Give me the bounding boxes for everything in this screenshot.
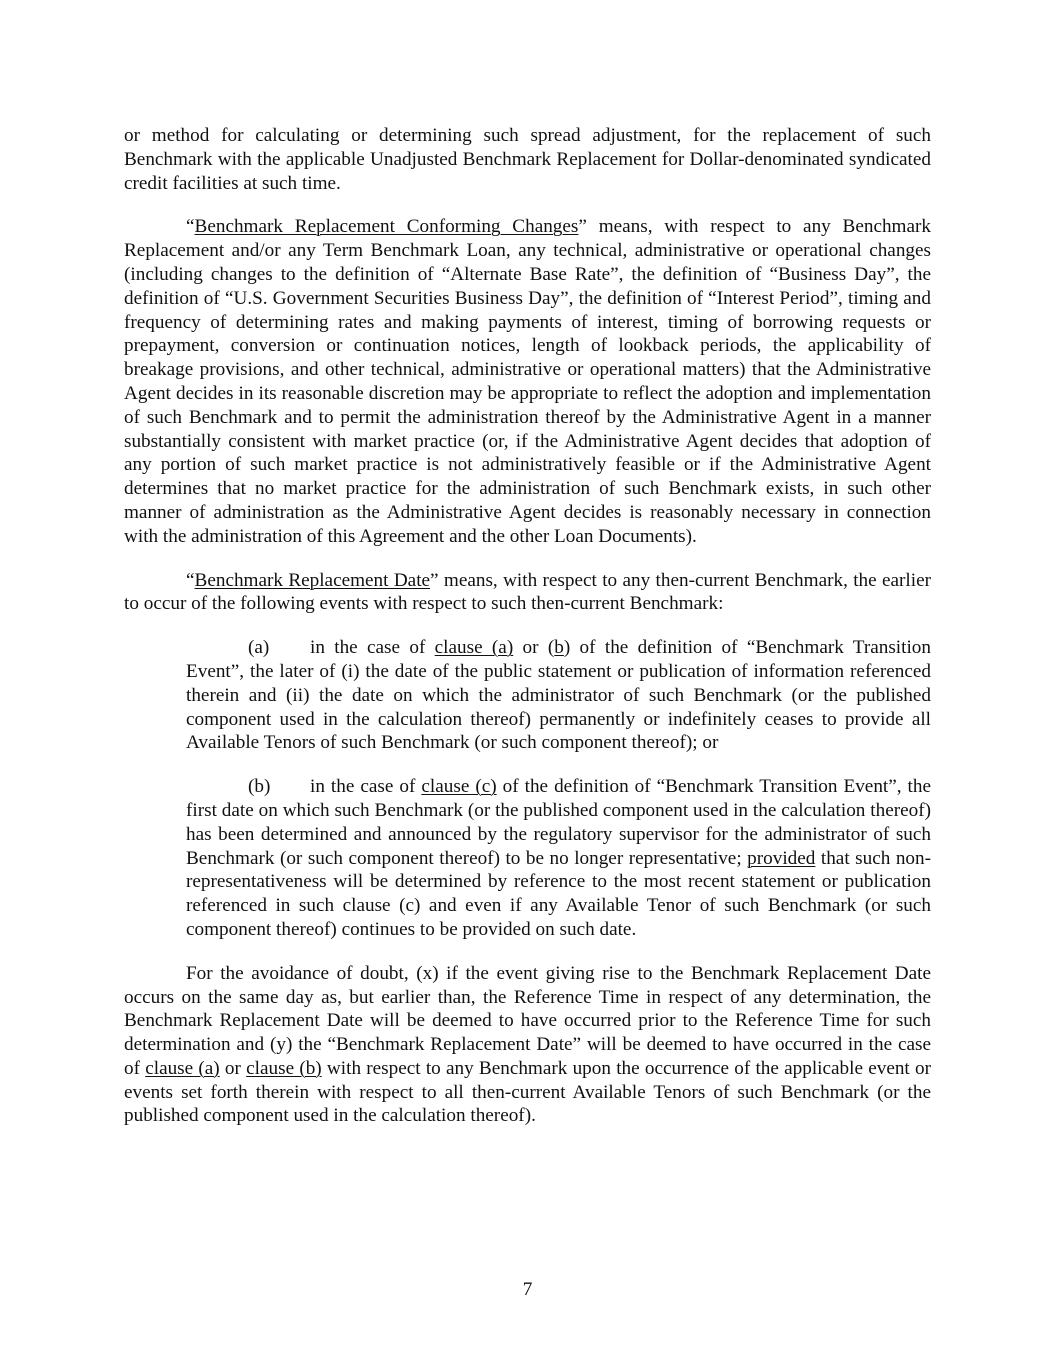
- paragraph-avoidance-of-doubt: [124, 962, 931, 1129]
- definition-text: ” means, with respect to any Benchmark Replacement and/or any Term Benchmark Loan, any technical, administrative or operational changes (including changes to the definition of “Alternate Base Rate”, the definition of “Business Day”, the definition of “U.S. Government Securities Business Day”, the definition of “Interest Period”, timing and frequency of determining rates and making payments of interest, timing of borrowing requests or prepayment, conversion or continuation notices, length of lookback periods, the applicability of breakage provisions, and other technical, administrative or operational matters) that the Administrative Agent decides in its reasonable discretion may be appropriate to reflect the adoption and implementation of such Benchmark and to permit the administration thereof by the Administrative Agent in a manner substantially consistent with market practice (or, if the Administrative Agent decides that adoption of any portion of such market practice is not administratively feasible or if the Administrative Agent determines that no market practice for the administration of such Benchmark exists, in such other manner of administration as the Administrative Agent decides is reasonably necessary in connection with the administration of this Agreement and the other Loan Documents).: [124, 216, 931, 547]
- quote-mark: “: [186, 569, 195, 591]
- paragraph-continuation: [124, 124, 931, 195]
- document-page: [124, 124, 931, 1148]
- clause-reference: clause (a): [434, 637, 514, 659]
- clause-label: (a): [248, 637, 270, 659]
- paragraph-text: with respect to any Benchmark upon the occurrence of the applicable event or events set forth therein with respect to all then-current Available Tenors of such Benchmark (or the published component used in the calculation thereof).: [124, 1057, 931, 1127]
- clause-reference: clause (c): [421, 776, 497, 798]
- page-number: 7: [522, 1279, 533, 1300]
- clause-label: (b): [248, 776, 271, 798]
- clause-text: in the case of: [310, 637, 435, 659]
- clause-text: of the definition of “Benchmark Transition Event”, the first date on which such Benchmark (or the published component used in the calculation thereof) has been determined and announced by the regulatory supervisor for the administrator of such Benchmark (or such component thereof) to be no longer representative;: [186, 776, 931, 869]
- paragraph-text: or method for calculating or determining such spread adjustment, for the replacement of such Benchmark with the applicable Unadjusted Benchmark Replacement for Dollar-denominated syndicated credit facilities at such time.: [124, 125, 931, 194]
- clause-text: ) of the definition of “Benchmark Transition Event”, the later of (i) the date of the public statement or publication of information referenced therein and (ii) the date on which the administrator of such Benchmark (or the published component used in the calculation thereof) permanently or indefinitely ceases to provide all Available Tenors of such Benchmark (or such component thereof); or: [186, 637, 931, 754]
- clause-reference: clause (a): [145, 1057, 220, 1079]
- clause-text: or (: [513, 637, 555, 659]
- definition-conforming-changes: [124, 215, 931, 548]
- clause-a: [186, 636, 931, 755]
- defined-term: Benchmark Replacement Conforming Changes: [194, 216, 579, 238]
- clause-text: in the case of: [310, 776, 422, 798]
- proviso-term: provided: [747, 847, 816, 869]
- quote-mark: “: [186, 216, 195, 238]
- paragraph-text: For the avoidance of doubt, (x) if the event giving rise to the Benchmark Replacement Date occurs on the same day as, but earlier than, the Reference Time in respect of any determination, the Benchmark Replacement Date will be deemed to have occurred prior to the Reference Time for such determination and (y) the “Benchmark Replacement Date” will be deemed to have occurred in the case of: [124, 962, 931, 1079]
- clause-reference: b: [554, 637, 564, 659]
- clause-reference: clause (b): [246, 1057, 322, 1079]
- clause-b: [186, 775, 931, 942]
- paragraph-text: or: [219, 1057, 247, 1079]
- definition-text: ” means, with respect to any then-current Benchmark, the earlier to occur of the following events with respect to such then-current Benchmark:: [124, 569, 931, 615]
- clause-text: that such non-representativeness will be determined by reference to the most recent statement or publication referenced in such clause (c) and even if any Available Tenor of such Benchmark (or such component thereof) continues to be provided on such date.: [186, 847, 931, 940]
- defined-term: Benchmark Replacement Date: [194, 569, 431, 591]
- definition-replacement-date: [124, 569, 931, 617]
